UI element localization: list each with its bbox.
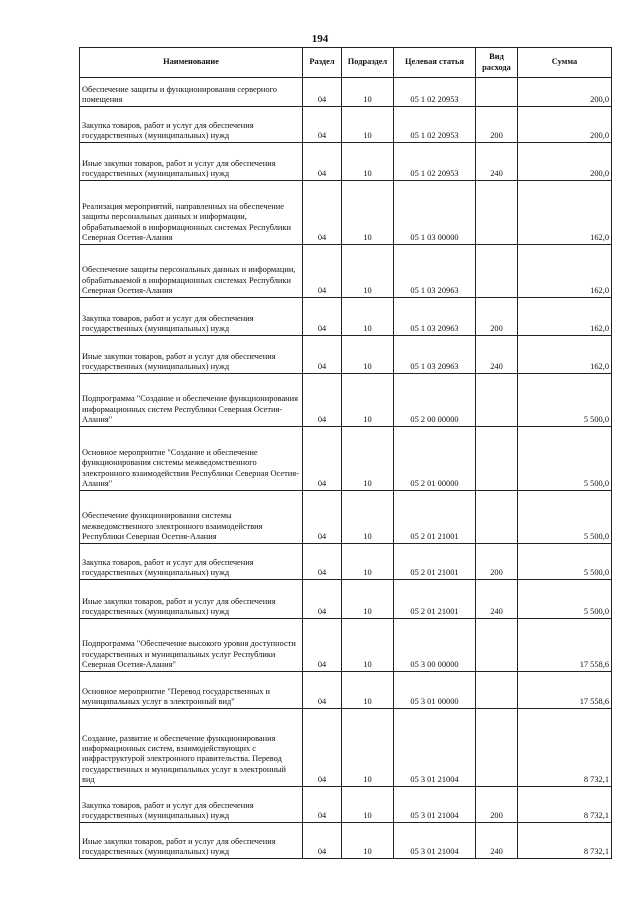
header-section: Раздел [303,48,342,78]
row-expense: 200 [476,107,518,143]
row-name: Иные закупки товаров, работ и услуг для обеспечения государственных (муниципальных) нужд [80,580,303,619]
row-target: 05 1 02 20953 [394,143,476,181]
row-section: 04 [303,823,342,859]
table-row [80,491,612,544]
row-section: 04 [303,374,342,427]
row-subsection: 10 [342,619,394,672]
row-name: Закупка товаров, работ и услуг для обеспечения государственных (муниципальных) нужд [80,107,303,143]
row-target: 05 1 03 20963 [394,245,476,298]
row-subsection: 10 [342,245,394,298]
row-amount: 162,0 [518,245,612,298]
row-name: Закупка товаров, работ и услуг для обеспечения государственных (муниципальных) нужд [80,298,303,336]
table-row [80,181,612,245]
row-section: 04 [303,78,342,107]
row-amount: 5 500,0 [518,427,612,491]
row-target: 05 3 01 21004 [394,787,476,823]
row-name: Реализация мероприятий, направленных на обеспечение защиты персональных данных и информации, обрабатываемой в информационных системах Республики Северная Осетия-Алания [80,181,303,245]
table-row [80,245,612,298]
row-name: Обеспечение защиты персональных данных и информации, обрабатываемой в информационных системах Республики Северная Осетия-Алания [80,245,303,298]
row-expense: 240 [476,580,518,619]
row-expense: 240 [476,143,518,181]
row-expense [476,672,518,709]
table-row [80,619,612,672]
table-row [80,709,612,787]
header-expense: Вид расхода [476,48,518,78]
row-subsection: 10 [342,143,394,181]
table-row [80,143,612,181]
row-target: 05 2 01 21001 [394,580,476,619]
row-section: 04 [303,619,342,672]
row-name: Иные закупки товаров, работ и услуг для обеспечения государственных (муниципальных) нужд [80,143,303,181]
row-section: 04 [303,427,342,491]
row-name: Обеспечение функционирования системы межведомственного электронного взаимодействия Республики Северная Осетия-Алания [80,491,303,544]
table-row [80,580,612,619]
row-amount: 200,0 [518,107,612,143]
row-amount: 200,0 [518,78,612,107]
table-row [80,78,612,107]
row-section: 04 [303,336,342,374]
row-target: 05 3 01 21004 [394,709,476,787]
row-expense [476,181,518,245]
row-subsection: 10 [342,107,394,143]
row-target: 05 3 01 21004 [394,823,476,859]
row-expense: 200 [476,787,518,823]
row-subsection: 10 [342,544,394,580]
row-amount: 162,0 [518,336,612,374]
row-name: Иные закупки товаров, работ и услуг для обеспечения государственных (муниципальных) нужд [80,823,303,859]
row-subsection: 10 [342,374,394,427]
row-subsection: 10 [342,709,394,787]
table-row [80,374,612,427]
row-amount: 5 500,0 [518,544,612,580]
row-name: Основное мероприятие "Создание и обеспечение функционирования системы межведомственного электронного взаимодействия Республики Северная Осетия-Алания" [80,427,303,491]
row-subsection: 10 [342,787,394,823]
header-target: Целевая статья [394,48,476,78]
row-section: 04 [303,107,342,143]
row-name: Создание, развитие и обеспечение функционирования информационных систем, взаимодействующих с инфраструктурой электронного правительства. Перевод государственных и муниципальных услуг в электронный вид [80,709,303,787]
row-expense: 200 [476,544,518,580]
row-section: 04 [303,298,342,336]
row-target: 05 3 01 00000 [394,672,476,709]
header-amount: Сумма [518,48,612,78]
row-target: 05 1 03 20963 [394,336,476,374]
budget-table [79,47,612,859]
row-target: 05 1 02 20953 [394,78,476,107]
row-amount: 200,0 [518,143,612,181]
row-target: 05 1 03 20963 [394,298,476,336]
row-amount: 17 558,6 [518,619,612,672]
row-target: 05 2 00 00000 [394,374,476,427]
row-subsection: 10 [342,823,394,859]
row-subsection: 10 [342,298,394,336]
row-amount: 5 500,0 [518,580,612,619]
row-expense [476,709,518,787]
row-expense [476,427,518,491]
row-expense [476,245,518,298]
row-section: 04 [303,672,342,709]
row-section: 04 [303,709,342,787]
row-amount: 162,0 [518,298,612,336]
row-subsection: 10 [342,427,394,491]
row-subsection: 10 [342,181,394,245]
row-section: 04 [303,181,342,245]
page-number: 194 [311,33,329,45]
row-amount: 8 732,1 [518,823,612,859]
row-expense [476,374,518,427]
header-name: Наименование [80,48,303,78]
row-amount: 17 558,6 [518,672,612,709]
row-amount: 5 500,0 [518,491,612,544]
row-target: 05 2 01 21001 [394,544,476,580]
table-row [80,787,612,823]
row-expense: 240 [476,336,518,374]
row-name: Подпрограмма "Создание и обеспечение функционирования информационных систем Республики Северная Осетия-Алания" [80,374,303,427]
row-name: Основное мероприятие "Перевод государственных и муниципальных услуг в электронный вид" [80,672,303,709]
table-row [80,336,612,374]
row-subsection: 10 [342,580,394,619]
row-expense [476,78,518,107]
row-target: 05 2 01 00000 [394,427,476,491]
row-expense: 240 [476,823,518,859]
row-name: Подпрограмма "Обеспечение высокого уровня доступности государственных и муниципальных услуг Республики Северная Осетия-Алания" [80,619,303,672]
row-name: Иные закупки товаров, работ и услуг для обеспечения государственных (муниципальных) нужд [80,336,303,374]
row-name: Закупка товаров, работ и услуг для обеспечения государственных (муниципальных) нужд [80,787,303,823]
table-row [80,298,612,336]
row-subsection: 10 [342,672,394,709]
row-amount: 8 732,1 [518,709,612,787]
row-target: 05 1 02 20953 [394,107,476,143]
row-amount: 5 500,0 [518,374,612,427]
row-target: 05 3 00 00000 [394,619,476,672]
row-section: 04 [303,544,342,580]
row-target: 05 2 01 21001 [394,491,476,544]
table-row [80,107,612,143]
row-section: 04 [303,245,342,298]
row-section: 04 [303,580,342,619]
table-row [80,427,612,491]
row-name: Закупка товаров, работ и услуг для обеспечения государственных (муниципальных) нужд [80,544,303,580]
row-amount: 162,0 [518,181,612,245]
header-row [80,48,612,78]
row-section: 04 [303,491,342,544]
row-target: 05 1 03 00000 [394,181,476,245]
table-row [80,544,612,580]
row-amount: 8 732,1 [518,787,612,823]
row-subsection: 10 [342,491,394,544]
row-subsection: 10 [342,78,394,107]
row-expense: 200 [476,298,518,336]
row-expense [476,619,518,672]
header-subsection: Подраздел [342,48,394,78]
table-row [80,823,612,859]
row-section: 04 [303,143,342,181]
row-section: 04 [303,787,342,823]
table-row [80,672,612,709]
row-name: Обеспечение защиты и функционирования серверного помещения [80,78,303,107]
row-expense [476,491,518,544]
row-subsection: 10 [342,336,394,374]
